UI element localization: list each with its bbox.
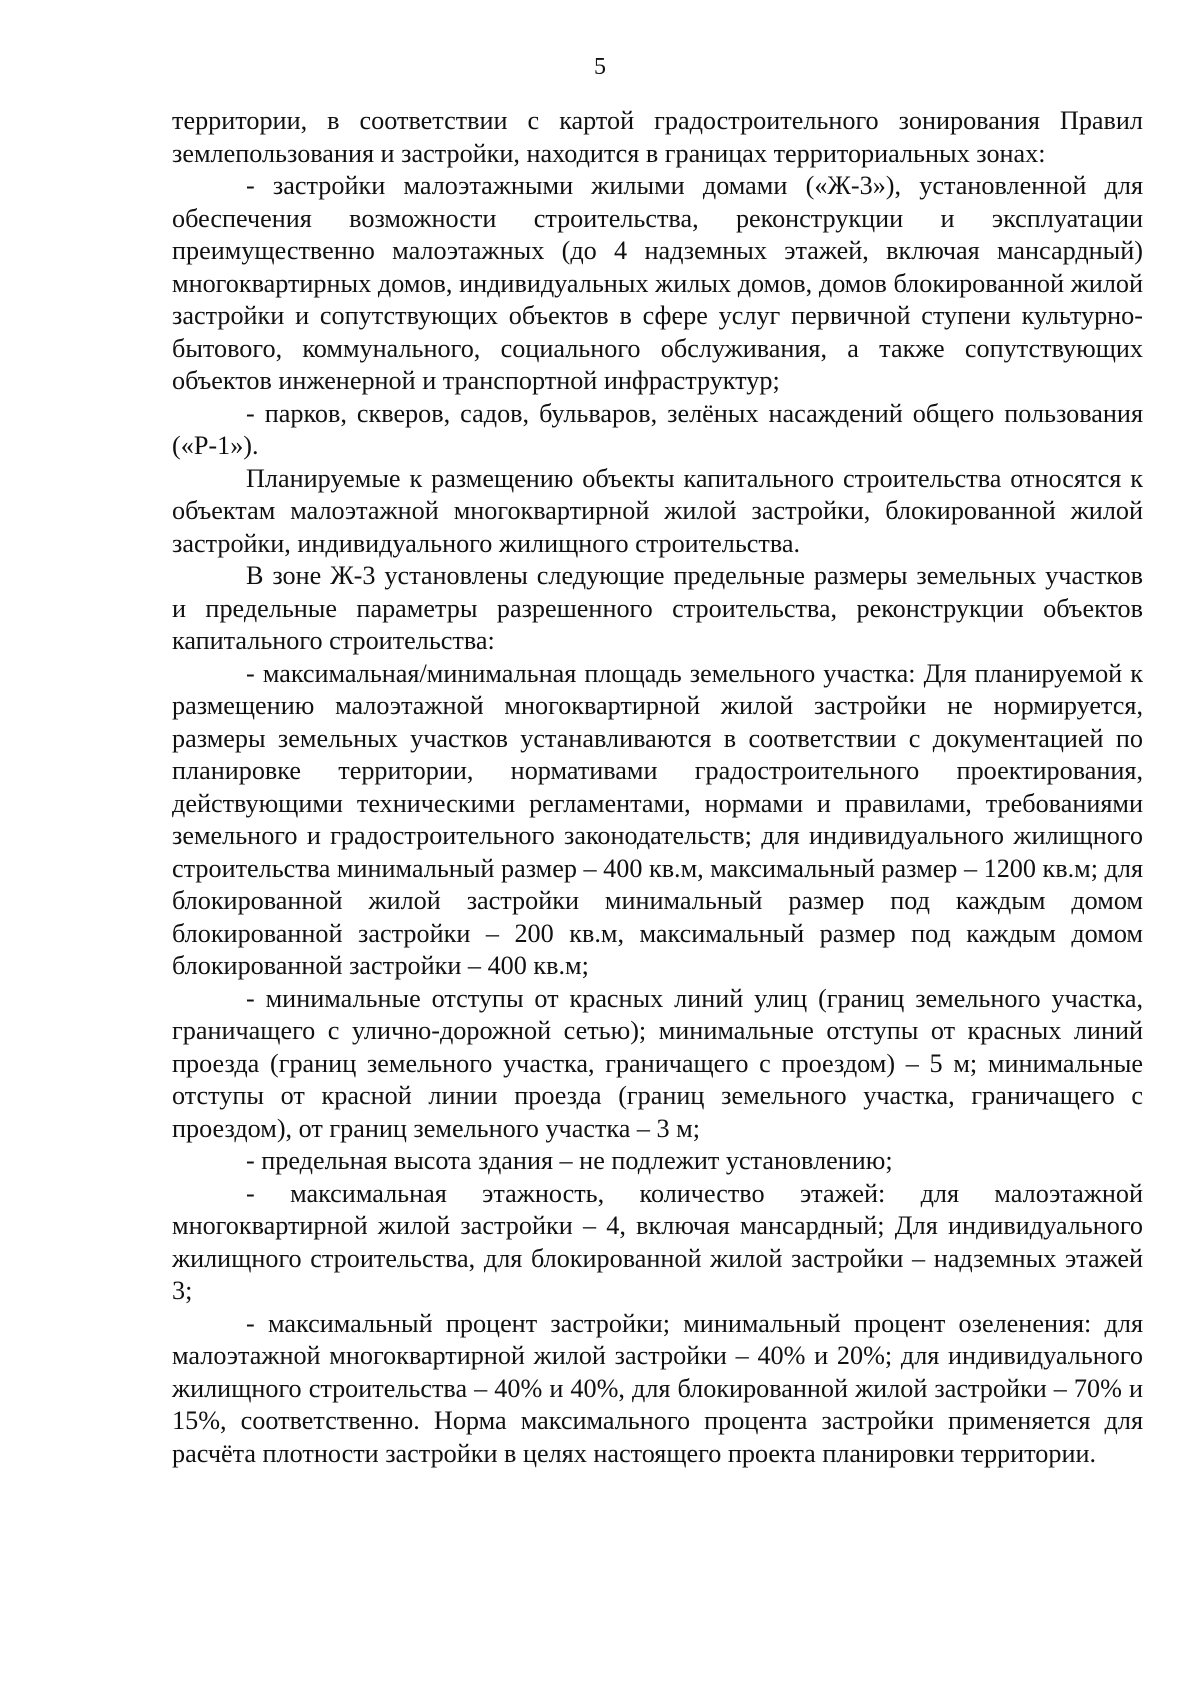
paragraph-zones-intro: территории, в соответствии с картой градостроительного зонирования Правил землепользования и застройки, находится в границах территориальных зонах: — [172, 106, 1143, 168]
paragraph-building-percentage: - максимальный процент застройки; минимальный процент озеленения: для малоэтажной многоквартирной жилой застройки – 40% и 20%; для индивидуального жилищного строительства – 40% и 40%, для блокированной жилой застройки – 70% и 15%, соответственно. Норма максимального процента застройки применяется для расчёта плотности застройки в целях настоящего проекта планировки территории. — [172, 1308, 1143, 1468]
paragraph-zone-r1: - парков, скверов, садов, бульваров, зелёных насаждений общего пользования («Р-1»). — [172, 398, 1143, 460]
paragraph-floor-count: - максимальная этажность, количество этажей: для малоэтажной многоквартирной жилой застройки – 4, включая мансардный; Для индивидуального жилищного строительства, для блокированной жилой застройки – надземных этажей 3; — [172, 1178, 1143, 1305]
paragraph-setbacks: - минимальные отступы от красных линий улиц (границ земельного участка, граничащего с улично-дорожной сетью); минимальные отступы от красных линий проезда (границ земельного участка, граничащего с проездом) – 5 м; минимальные отступы от красной линии проезда (границ земельного участка, граничащего с проездом), от границ земельного участка – 3 м; — [172, 983, 1143, 1143]
paragraph-zone-limits-intro: В зоне Ж-3 установлены следующие предельные размеры земельных участков и предельные параметры разрешенного строительства, реконструкции объектов капитального строительства: — [172, 561, 1143, 655]
paragraph-planned-objects: Планируемые к размещению объекты капитального строительства относятся к объектам малоэтажной многоквартирной жилой застройки, блокированной жилой застройки, индивидуального жилищного строительства. — [172, 463, 1143, 558]
paragraph-height-limit: - предельная высота здания – не подлежит установлению; — [246, 1146, 893, 1175]
paragraph-zone-zh3: - застройки малоэтажными жилыми домами («Ж-3»), установленной для обеспечения возможности строительства, реконструкции и эксплуатации преимущественно малоэтажных (до 4 надземных этажей, включая мансардный) многоквартирных домов, индивидуальных жилых домов, домов блокированной жилой застройки и сопутствующих объектов в сфере услуг первичной ступени культурно-бытового, коммунального, социального обслуживания, а также сопутствующих объектов инженерной и транспортной инфраструктур; — [172, 171, 1143, 395]
document-body — [172, 105, 1143, 1470]
paragraph-plot-area: - максимальная/минимальная площадь земельного участка: Для планируемой к размещению малоэтажной многоквартирной жилой застройки не нормируется, размеры земельных участков устанавливаются в соответствии с документацией по планировке территории, нормативами градостроительного проектирования, действующими техническими регламентами, нормами и правилами, требованиями земельного и градостроительного законодательств; для индивидуального жилищного строительства минимальный размер – 400 кв.м, максимальный размер – 1200 кв.м; для блокированной жилой застройки минимальный размер под каждым домом блокированной застройки – 200 кв.м, максимальный размер под каждым домом блокированной застройки – 400 кв.м; — [172, 658, 1143, 980]
page-number: 5 — [594, 54, 606, 80]
